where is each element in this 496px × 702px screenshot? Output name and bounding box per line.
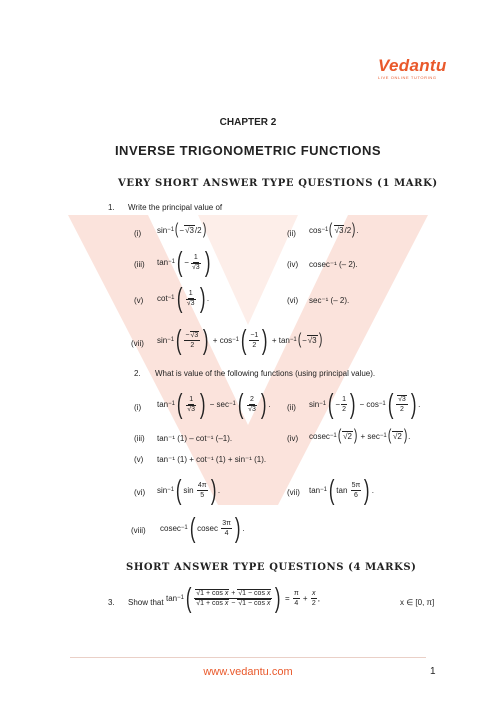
item-label: (v) [134, 455, 144, 464]
item-label: (vii) [131, 339, 144, 348]
item-label: (vi) [134, 488, 146, 497]
math-expression: sec⁻¹ (– 2). [309, 296, 350, 305]
vedantu-logo: Vedantu LIVE ONLINE TUTORING [378, 56, 447, 80]
math-expression: cosec −1 ( √2 ) + sec −1 ( √2 ) . [309, 427, 411, 444]
domain-condition: x ∈ [0, π] [400, 598, 435, 607]
math-expression: tan −1 ( $\frac{1}{√3}$ ) − sec −1 ( $\frac{2}{√3}$ ) . [157, 388, 271, 419]
footer-url[interactable]: www.vedantu.com [203, 666, 293, 678]
math-expression: tan⁻¹ (1) + cot⁻¹ (1) + sin⁻¹ (1). [157, 455, 267, 464]
math-expression: tan −1 ( $\frac{\text{√1 + cos x + √1 − cos x}}{\text{√1 + cos x − √1 − cos x}}$ ) = $\frac{\pi}{4}$ + $\frac{x}{2}$ , [166, 582, 320, 613]
page-title: INVERSE TRIGONOMETRIC FUNCTIONS [114, 143, 382, 158]
math-expression: tan −1 ( − $\frac{1}{√3}$ ) [157, 246, 211, 277]
question-text: What is value of the following functions (using principal value). [155, 369, 376, 378]
math-expression: cosec⁻¹ (– 2). [309, 260, 358, 269]
question-number: 3. [108, 598, 115, 607]
math-expression: cosec −1 ( cosec $\frac{3\pi}{4}$ ) . [160, 512, 245, 543]
item-label: (iv) [287, 260, 299, 269]
page-number: 1 [430, 666, 436, 677]
math-expression: sin −1 ( − √3 /2 ) [157, 221, 206, 238]
item-label: (viii) [131, 526, 146, 535]
item-label: (i) [134, 229, 142, 238]
question-text: Write the principal value of [128, 203, 223, 212]
math-expression: tan⁻¹ (1) – cot⁻¹ (–1). [157, 434, 233, 443]
item-label: (vi) [287, 296, 299, 305]
question-number: 1. [108, 203, 115, 212]
item-label: (ii) [287, 403, 296, 412]
math-expression: sin −1 ( $\frac{-√3}{2}$ ) + cos −1 ( $\frac{-1}{2}$ ) + tan −1 ( − √3 ) [157, 324, 322, 355]
section-heading-short: SHORT ANSWER TYPE QUESTIONS (4 MARKS) [126, 562, 417, 573]
math-expression: tan −1 ( tan $\frac{5\pi}{6}$ ) . [309, 474, 374, 505]
math-expression: sin −1 ( sin $\frac{4\pi}{5}$ ) . [157, 474, 221, 505]
item-label: (iii) [134, 434, 145, 443]
item-label: (ii) [287, 229, 296, 238]
item-label: (vii) [287, 488, 300, 497]
math-expression: cos −1 ( √3 /2 ) . [309, 221, 359, 238]
footer-divider [70, 657, 426, 658]
section-heading-very-short: VERY SHORT ANSWER TYPE QUESTIONS (1 MARK) [118, 178, 438, 189]
question-text: Show that [128, 598, 164, 607]
item-label: (v) [134, 296, 144, 305]
watermark-logo [48, 175, 448, 535]
item-label: (i) [134, 403, 142, 412]
item-label: (iii) [134, 260, 145, 269]
chapter-heading: CHAPTER 2 [219, 117, 277, 128]
math-expression: cot −1 ( $\frac{1}{√3}$ ) . [157, 282, 210, 313]
item-label: (iv) [287, 434, 299, 443]
math-expression: sin −1 ( − $\frac{1}{2}$ ) − cos −1 ( $\frac{√3}{2}$ ) . [309, 388, 421, 419]
question-number: 2. [134, 369, 141, 378]
